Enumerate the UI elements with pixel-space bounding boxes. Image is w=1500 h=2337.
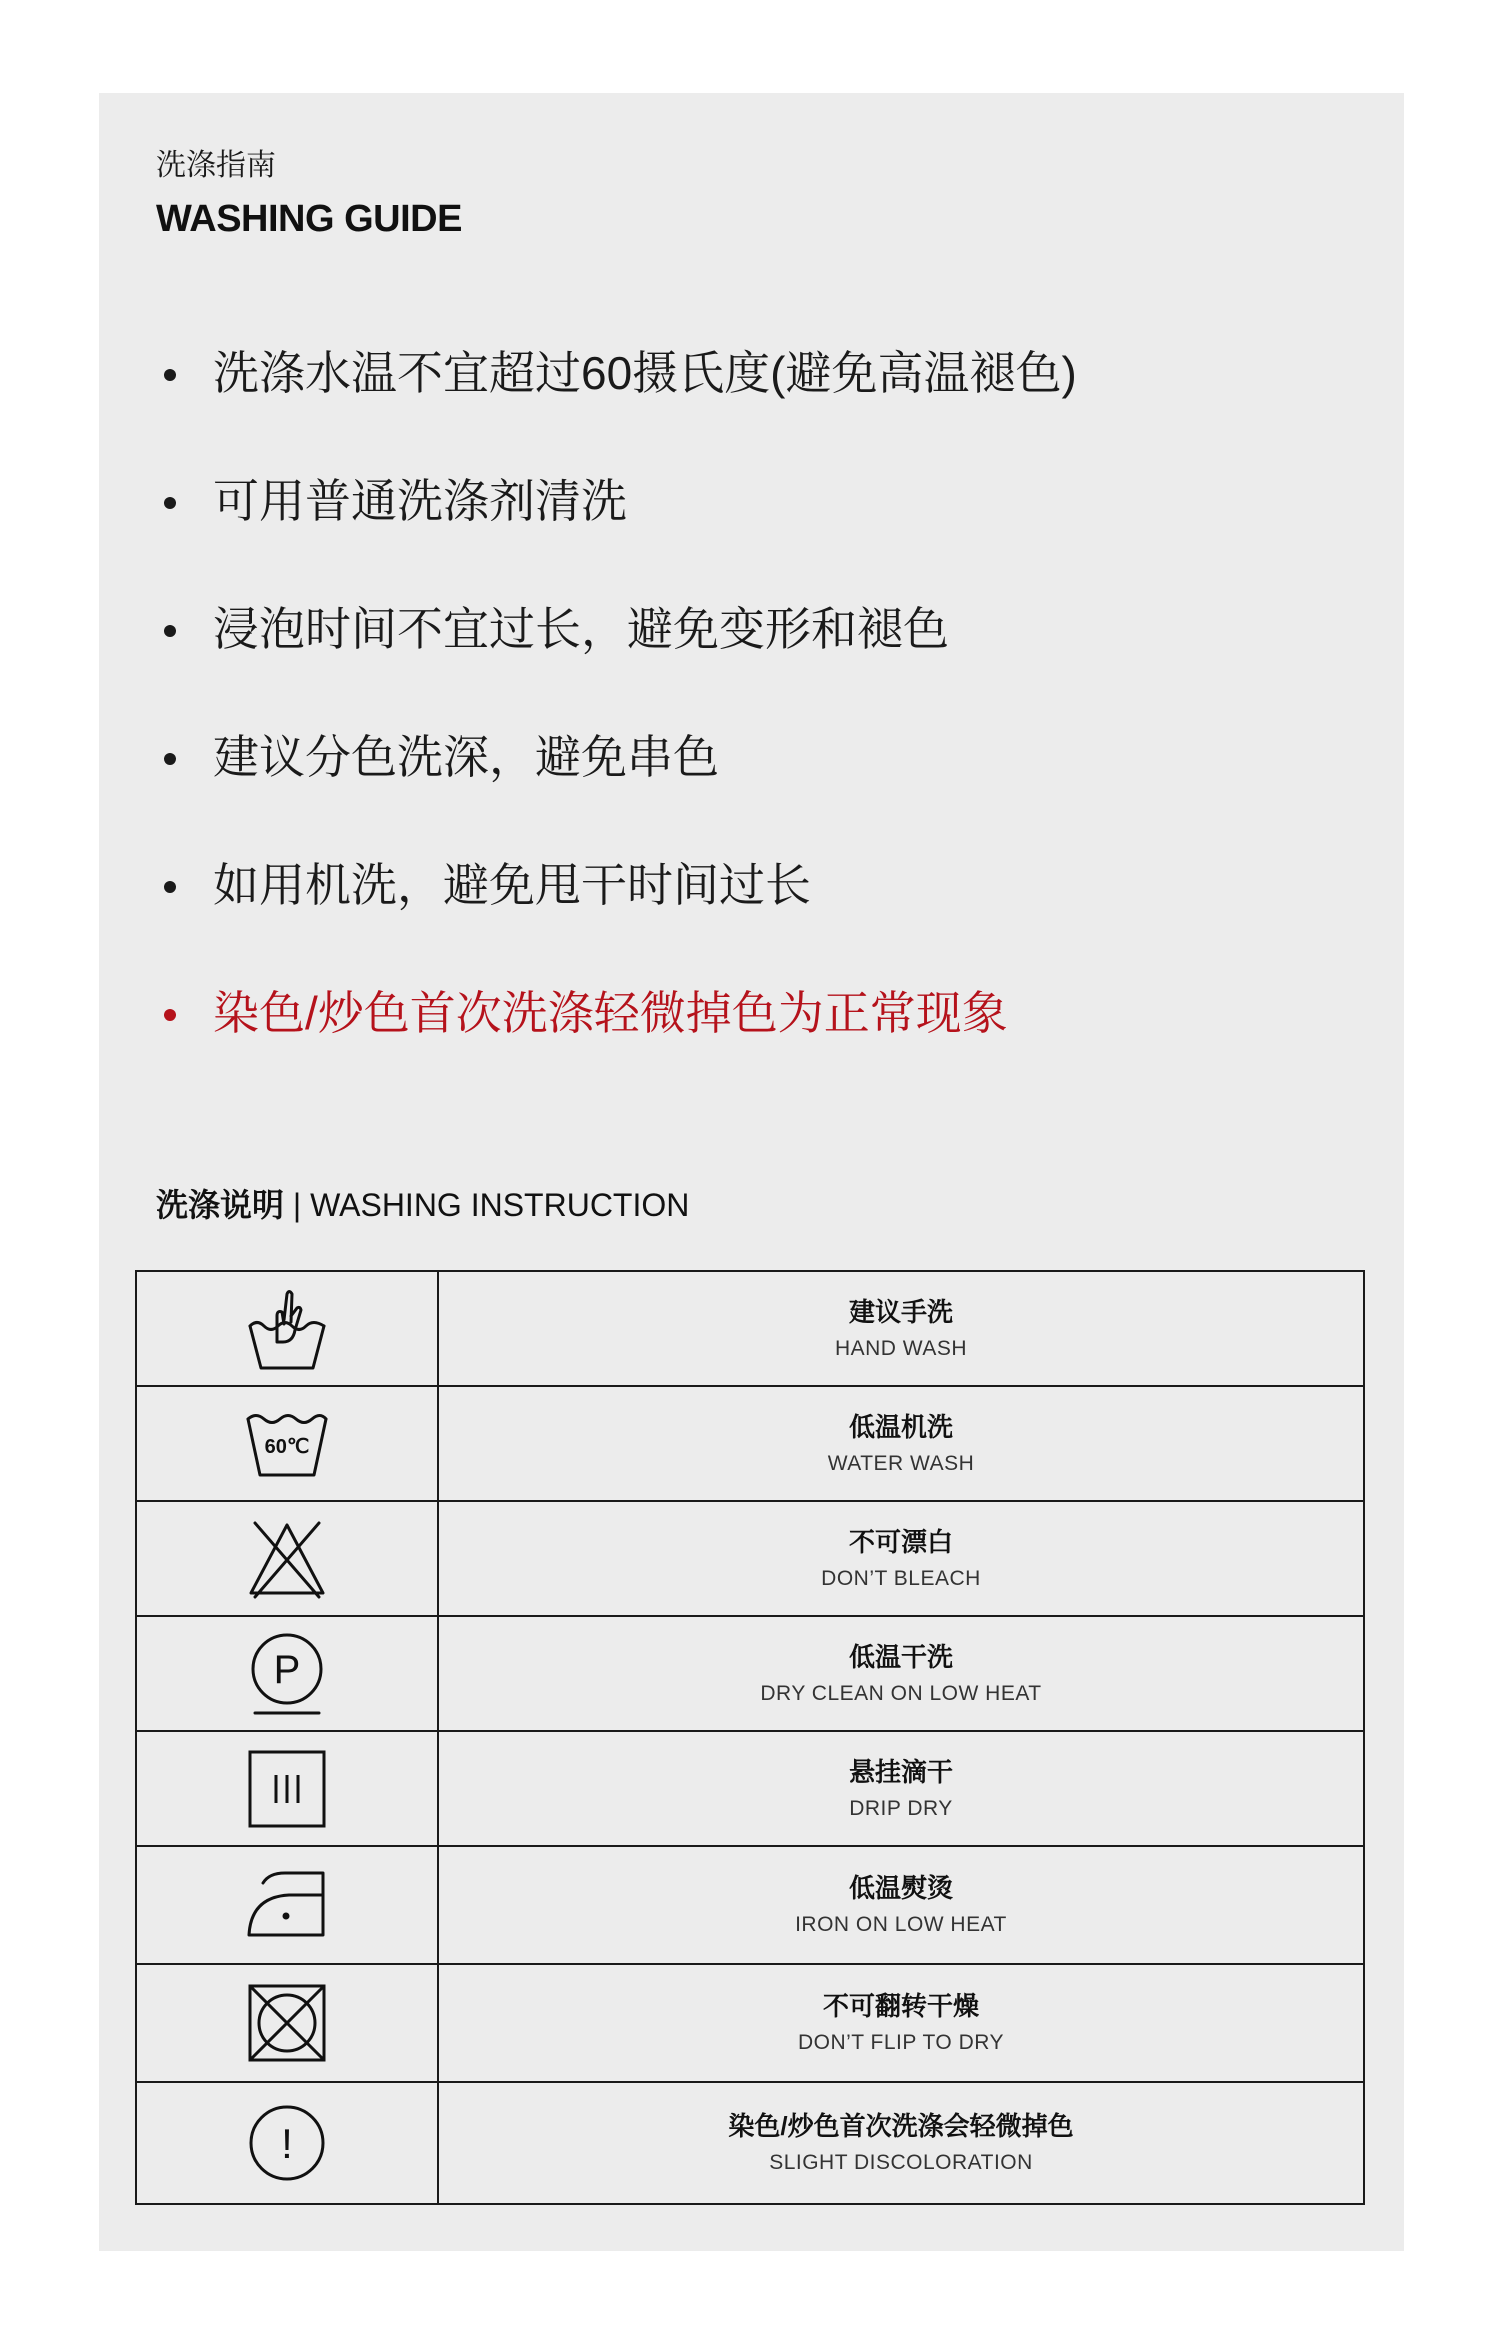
table-row (136, 2082, 1364, 2204)
instruction-cn: 建议手洗 (848, 1296, 953, 1327)
table-row (136, 1964, 1364, 2082)
tip-item (156, 471, 1077, 599)
care-instructions-table (135, 1270, 1365, 2205)
bullet-dot (164, 625, 176, 637)
instruction-cn: 不可翻转干燥 (822, 1991, 979, 2021)
tip-item (156, 727, 1077, 855)
tip-text: 可用普通洗涤剂清洗 (213, 475, 627, 527)
instruction-en: IRON ON LOW HEAT (795, 1913, 1007, 1936)
instruction-cn: 低温机洗 (848, 1411, 953, 1442)
icon-cell (136, 1846, 438, 1964)
instruction-cn: 低温干洗 (848, 1641, 953, 1672)
tip-text: 如用机洗，避免甩干时间过长 (213, 859, 811, 911)
instruction-cn: 染色/炒色首次洗涤会轻微掉色 (728, 2111, 1074, 2141)
icon-label: ! (281, 2120, 293, 2167)
no-tumble-dry-icon (247, 1983, 327, 2063)
instruction-cn: 低温熨烫 (848, 1873, 953, 1903)
text-cell (438, 2082, 1364, 2204)
instruction-en: DRY CLEAN ON LOW HEAT (760, 1681, 1042, 1705)
title-cn: 洗涤指南 (156, 149, 276, 182)
wash-60c-icon (245, 1409, 329, 1479)
instruction-cn: 悬挂滴干 (848, 1756, 953, 1787)
section-label-en: WASHING INSTRUCTION (310, 1187, 690, 1223)
table-row (136, 1846, 1364, 1964)
text-cell (438, 1616, 1364, 1731)
instruction-en: DON’T FLIP TO DRY (797, 2031, 1005, 2054)
bullet-dot (164, 881, 176, 893)
icon-label: 60℃ (264, 1435, 310, 1458)
tip-text: 建议分色洗深，避免串色 (213, 731, 719, 783)
title-en: WASHING GUIDE (156, 198, 462, 240)
tip-item-highlight (156, 983, 1077, 1111)
text-cell (438, 1271, 1364, 1386)
instruction-en: WATER WASH (827, 1451, 975, 1475)
instruction-cn: 不可漂白 (848, 1526, 953, 1557)
drip-dry-icon (247, 1749, 327, 1829)
icon-label: P (273, 1647, 301, 1692)
tip-item (156, 599, 1077, 727)
table-row (136, 1386, 1364, 1501)
text-cell (438, 1846, 1364, 1964)
table-row (136, 1731, 1364, 1846)
tip-item (156, 855, 1077, 983)
washing-guide-panel (99, 93, 1404, 2251)
table-row (136, 1501, 1364, 1616)
bullet-dot (164, 369, 176, 381)
icon-cell (136, 2082, 438, 2204)
tips-list (156, 343, 1077, 1111)
section-label-separator: | (284, 1187, 311, 1223)
instruction-en: DRIP DRY (849, 1796, 953, 1820)
icon-cell (136, 1964, 438, 2082)
bullet-dot (164, 1009, 176, 1021)
tip-text: 洗涤水温不宜超过60摄氏度(避免高温褪色) (213, 347, 1077, 399)
icon-cell (136, 1616, 438, 1731)
text-cell (438, 1501, 1364, 1616)
bullet-dot (164, 497, 176, 509)
instruction-en: HAND WASH (834, 1336, 968, 1360)
icon-cell (136, 1731, 438, 1846)
text-cell (438, 1731, 1364, 1846)
dry-clean-p-icon (247, 1631, 327, 1717)
icon-cell (136, 1271, 438, 1386)
tip-text: 染色/炒色首次洗涤轻微掉色为正常现象 (213, 987, 1008, 1039)
tip-text: 浸泡时间不宜过长，避免变形和褪色 (213, 603, 949, 655)
instruction-en: SLIGHT DISCOLORATION (769, 2151, 1033, 2174)
icon-cell (136, 1501, 438, 1616)
text-cell (438, 1964, 1364, 2082)
icon-cell (136, 1386, 438, 1501)
section-label (156, 1180, 689, 1226)
text-cell (438, 1386, 1364, 1501)
table-row (136, 1271, 1364, 1386)
warning-icon (247, 2103, 327, 2183)
hand-wash-icon (247, 1286, 327, 1372)
no-bleach-icon (247, 1519, 327, 1599)
table-row (136, 1616, 1364, 1731)
tip-item (156, 343, 1077, 471)
instruction-en: DON’T BLEACH (821, 1566, 981, 1590)
iron-low-icon (245, 1869, 329, 1941)
section-label-cn: 洗涤说明 (156, 1187, 285, 1223)
bullet-dot (164, 753, 176, 765)
